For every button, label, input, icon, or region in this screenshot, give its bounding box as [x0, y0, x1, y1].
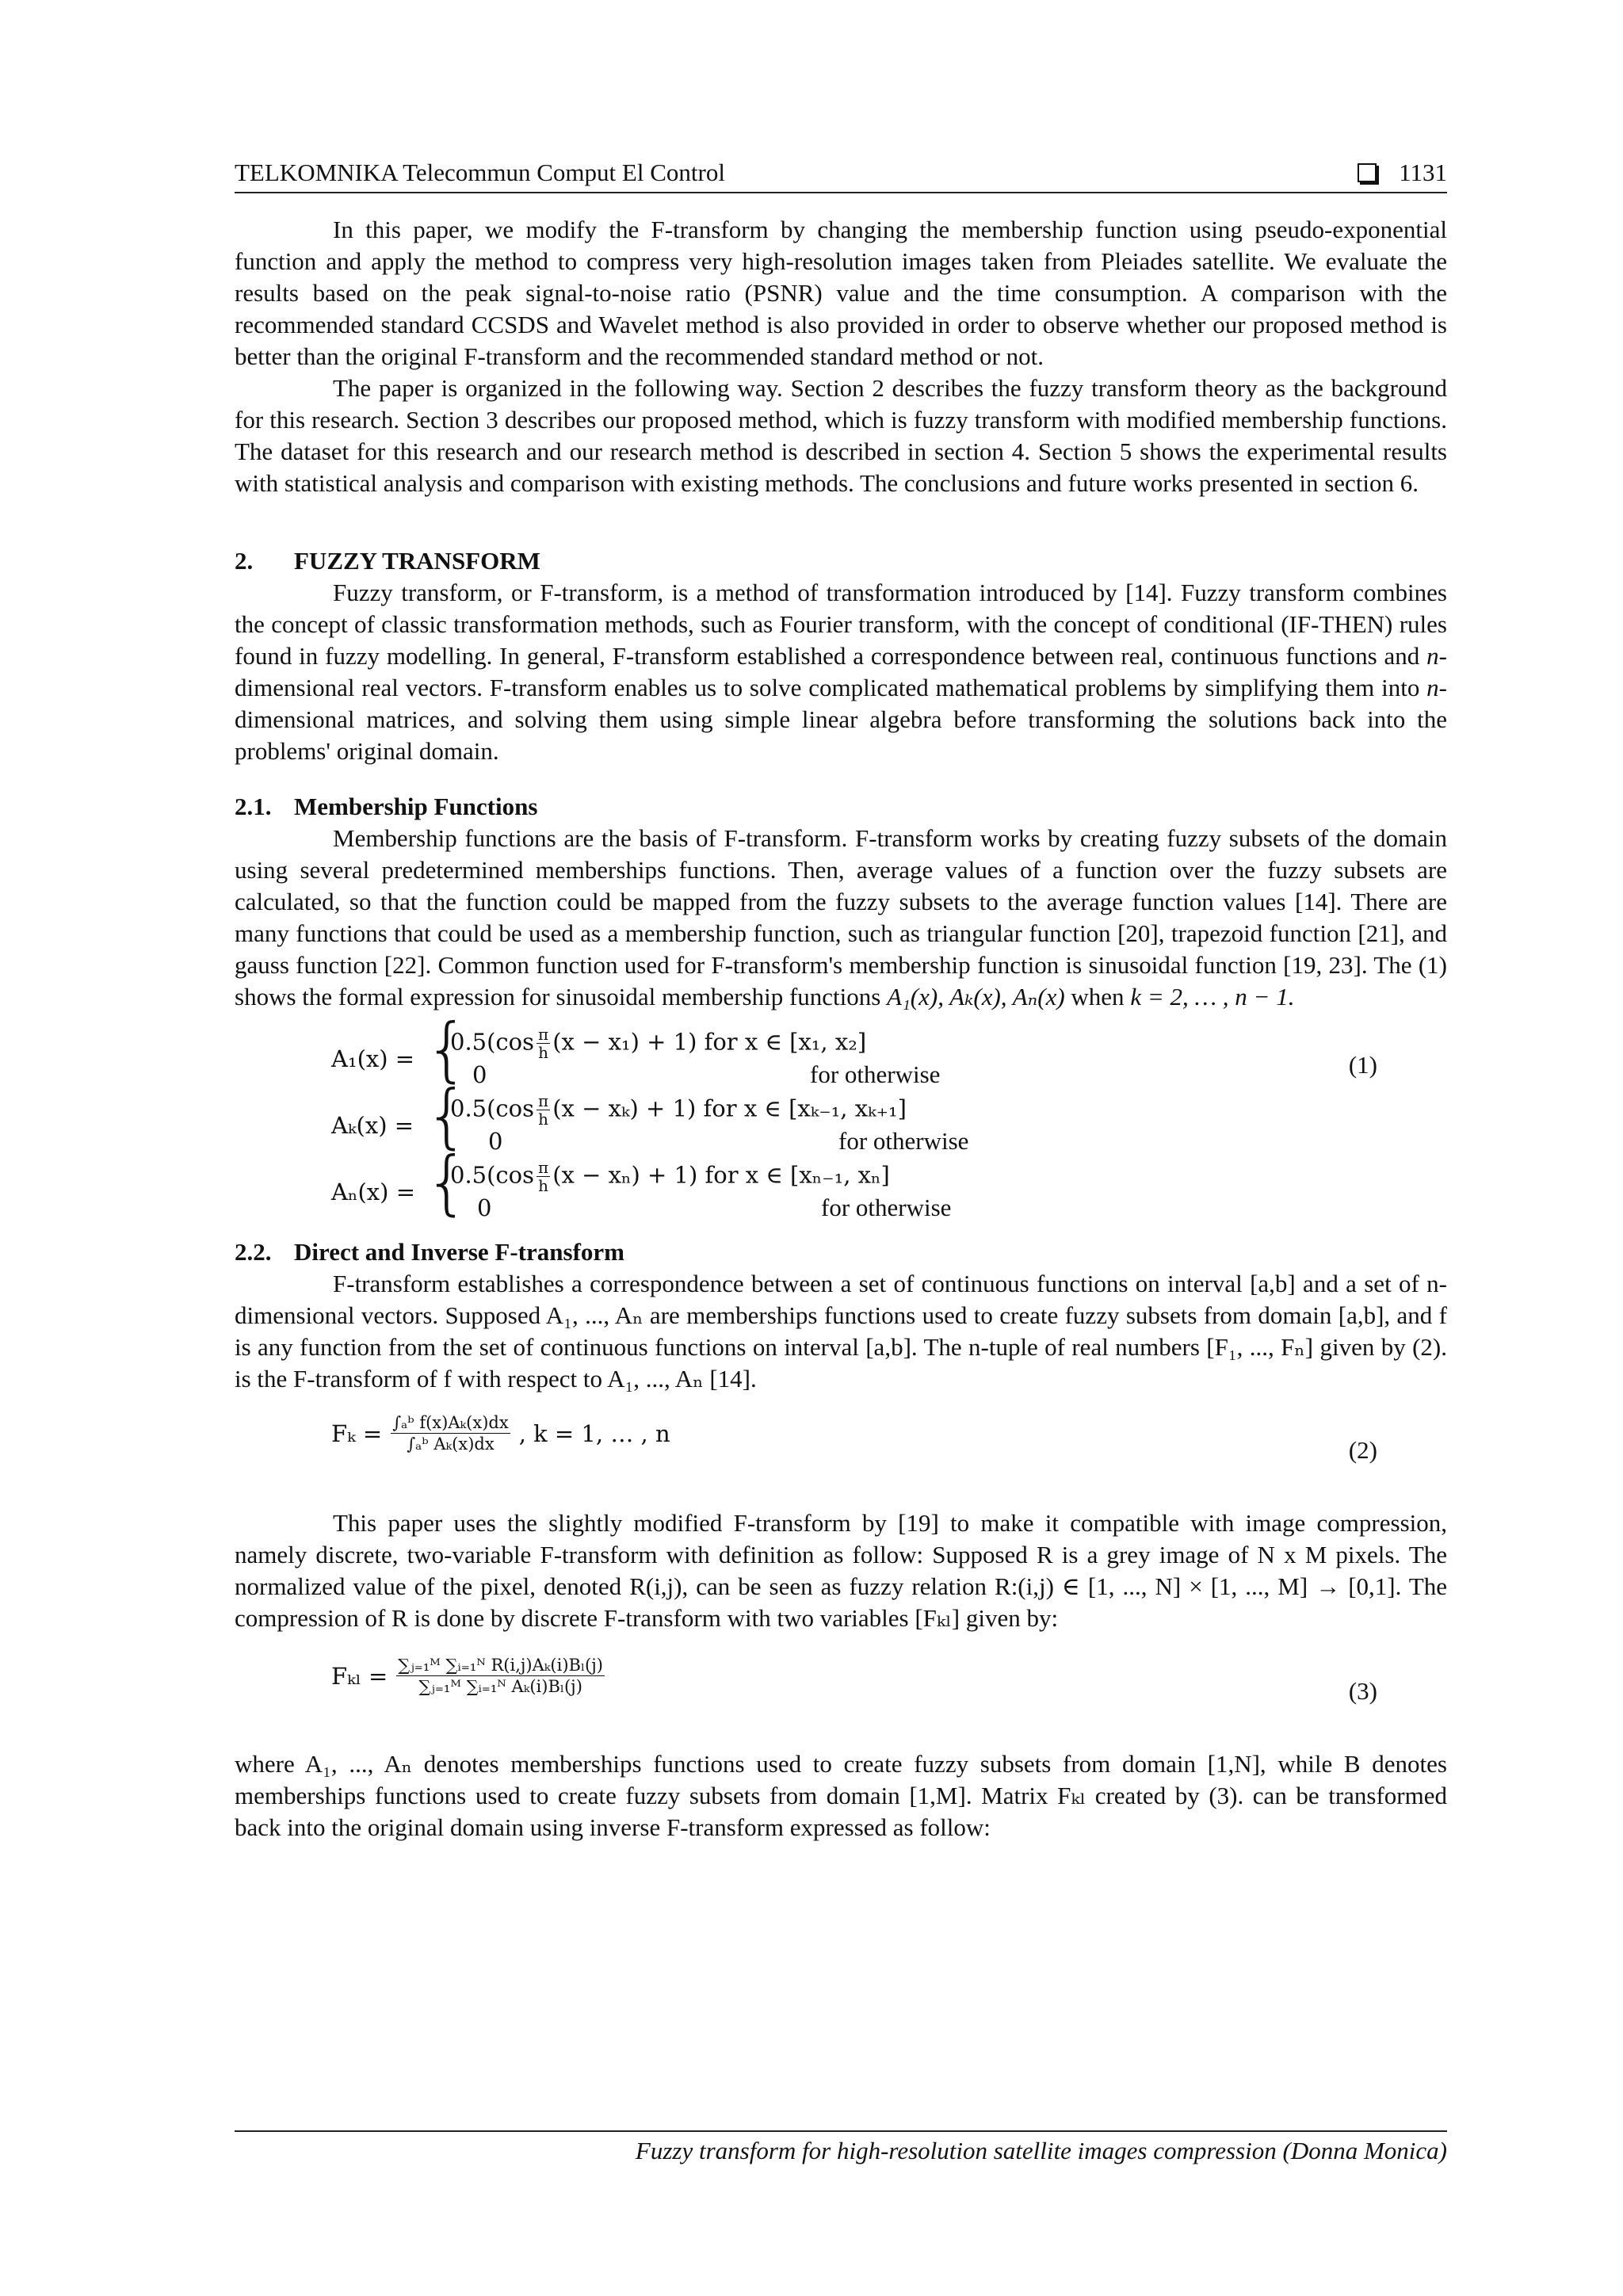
italic-n: n	[1426, 642, 1439, 670]
equation-lhs: Fₖ =	[331, 1419, 383, 1447]
equation-case-otherwise: for otherwise	[821, 1194, 952, 1221]
fraction-numerator: π	[538, 1091, 549, 1110]
equation-case-otherwise: for otherwise	[810, 1060, 941, 1088]
fraction-numerator: π	[538, 1158, 549, 1177]
membership-paragraph	[235, 823, 1447, 1013]
direct-inverse-paragraph: F-transform establishes a correspondence between a set of continuous functions on interval [a,b] and a set of n-dimensional vectors. Supposed A₁, ..., Aₙ are memberships functions used to create fuzzy subsets from domain [a,b], and f is any function from the set of continuous functions on interval [a,b]. The n-tuple of real numbers [F₁, ..., Fₙ] given by (2). is the F-transform of f with respect to A₁, ..., Aₙ [14].	[235, 1270, 1447, 1392]
inverse-transform-paragraph: where A₁, ..., Aₙ denotes memberships functions used to create fuzzy subsets from domain [1,N], while B denotes memberships functions used to create fuzzy subsets from domain [1,M]. Matrix Fₖₗ created by (3). can be transformed back into the original domain using inverse F-transform expressed as follow:	[235, 1750, 1447, 1841]
subsection-number: 2.1.	[235, 793, 272, 820]
equation-2-body	[331, 1412, 670, 1454]
italic-n: n	[1426, 674, 1439, 701]
subsection-number: 2.2.	[235, 1238, 272, 1266]
equation-lhs: Aₖ(x) =	[331, 1112, 414, 1139]
square-bullet-icon	[1358, 163, 1377, 182]
fraction-denominator: h	[538, 1176, 549, 1195]
equation-rest: , k = 1, … , n	[518, 1419, 670, 1447]
equation-1-row-ak	[331, 1075, 1361, 1156]
fraction-denominator: h	[538, 1043, 549, 1062]
subsection-title: Direct and Inverse F-transform	[294, 1238, 624, 1266]
equation-1-row-a1	[331, 1008, 1361, 1090]
discrete-transform-paragraph: This paper uses the slightly modified F-transform by [19] to make it compatible with image compression, namely discrete, two-variable F-transform with definition as follow: Supposed R is a grey image of N x M pixels. The normalized value of the pixel, denoted R(i,j), can be seen as fuzzy relation R:(i,j) ∈ [1, ..., N] × [1, ..., M] → [0,1]. The compression of R is done by discrete F-transform with two variables [Fₖₗ] given by:	[235, 1509, 1447, 1632]
math-run: (x − x₁) + 1) for x ∈ [x₁, x₂]	[552, 1028, 867, 1056]
equation-number: (2)	[1348, 1436, 1377, 1464]
left-brace-icon: {	[425, 1075, 469, 1156]
intro-paragraph-2: The paper is organized in the following way. Section 2 describes the fuzzy transform theory as the background for this research. Section 3 describes our proposed method, which is fuzzy transform with modified membership functions. The dataset for this research and our research method is described in section 4. Section 5 shows the experimental results with statistical analysis and comparison with existing methods. The conclusions and future works presented in section 6.	[235, 374, 1447, 497]
text-run: when	[1064, 983, 1131, 1010]
text-run: Membership functions are the basis of F-transform. F-transform works by creating fuzzy subsets of the domain using several predetermined memberships functions. Then, average values of a function over the fuzzy subsets are calculated, so that the function could be mapped from the fuzzy subsets to the average function values [14]. There are many functions that could be used as a membership function, such as triangular function [20], trapezoid function [21], and gauss function [22]. Common function used for F-transform's membership function is sinusoidal function [19, 23]. The (1) shows the formal expression for sinusoidal membership functions	[235, 824, 1447, 1010]
subsection-heading-2-1	[235, 791, 1447, 823]
equation-case-top	[450, 1159, 890, 1194]
section-title: FUZZY TRANSFORM	[294, 547, 540, 575]
left-brace-icon: {	[425, 1008, 469, 1090]
inline-math: k = 2, … , n − 1.	[1130, 983, 1295, 1010]
text-run: -dimensional matrices, and solving them using simple linear algebra before transforming the solutions back into the problems' original domain.	[235, 674, 1447, 765]
intro-paragraph-1: In this paper, we modify the F-transform by changing the membership function using pseudo-exponential function and apply the method to compress very high-resolution images taken from Pleiades satellite. We evaluate the results based on the peak signal-to-noise ratio (PSNR) value and the time consumption. A comparison with the recommended standard CCSDS and Wavelet method is also provided in order to observe whether our proposed method is better than the original F-transform and the recommended standard method or not.	[235, 216, 1447, 370]
equation-number: (1)	[1348, 1051, 1377, 1079]
integral-fraction	[391, 1412, 510, 1454]
equation-case-zero: 0	[472, 1061, 487, 1088]
fraction-numerator: ∑ⱼ₌₁ᴹ ∑ᵢ₌₁ᴺ R(i,j)Aₖ(i)Bₗ(j)	[398, 1656, 603, 1675]
math-run: 0.5(cos	[450, 1028, 535, 1056]
pi-over-h-fraction	[537, 1026, 550, 1061]
running-header	[235, 155, 1447, 193]
equation-3-body	[331, 1655, 607, 1697]
equation-number: (3)	[1348, 1677, 1377, 1705]
fraction-denominator: ∑ⱼ₌₁ᴹ ∑ᵢ₌₁ᴺ Aₖ(i)Bₗ(j)	[418, 1677, 582, 1696]
equation-case-top	[450, 1026, 866, 1061]
journal-title: TELKOMNIKA Telecommun Comput El Control	[235, 159, 725, 186]
page-body	[235, 214, 1447, 1843]
equation-3	[235, 1648, 1447, 1734]
equation-lhs: Fₖₗ =	[331, 1662, 388, 1690]
footer-citation: Fuzzy transform for high-resolution satellite images compression (Donna Monica)	[635, 2137, 1447, 2164]
text-run: Fuzzy transform, or F-transform, is a method of transformation introduced by [14]. Fuzzy transform combines the concept of classic transformation methods, such as Fourier transform, with the concept of conditional (IF-THEN) rules found in fuzzy modelling. In general, F-transform established a correspondence between real, continuous functions and	[235, 579, 1447, 670]
subsection-title: Membership Functions	[294, 793, 538, 820]
section-number: 2.	[235, 547, 254, 575]
sum-fraction	[396, 1655, 605, 1697]
math-run: (x − xₖ) + 1) for x ∈ [xₖ₋₁, xₖ₊₁]	[552, 1095, 907, 1122]
fraction-numerator: ∫ₐᵇ f(x)Aₖ(x)dx	[392, 1413, 509, 1432]
fraction-numerator: π	[538, 1025, 549, 1044]
math-run: 0.5(cos	[450, 1161, 535, 1189]
equation-2	[235, 1408, 1447, 1495]
equation-case-zero: 0	[488, 1128, 503, 1155]
page-number-group	[1358, 159, 1447, 187]
math-run: (x − xₙ) + 1) for x ∈ [xₙ₋₁, xₙ]	[552, 1161, 890, 1189]
equation-lhs: A₁(x) =	[331, 1045, 415, 1072]
equation-1	[235, 1008, 1447, 1223]
fraction-denominator: h	[538, 1110, 549, 1129]
math-run: 0.5(cos	[450, 1095, 535, 1122]
section-heading-2	[235, 545, 1447, 577]
equation-1-row-an	[331, 1141, 1361, 1223]
running-footer	[235, 2130, 1447, 2164]
pi-over-h-fraction	[537, 1159, 550, 1194]
page-number: 1131	[1399, 159, 1447, 186]
fraction-denominator: ∫ₐᵇ Aₖ(x)dx	[407, 1435, 495, 1454]
section-2-paragraph	[235, 577, 1447, 767]
left-brace-icon: {	[425, 1141, 469, 1223]
equation-lhs: Aₙ(x) =	[331, 1179, 415, 1205]
subsection-heading-2-2	[235, 1236, 1447, 1268]
inline-math: A₁(x), Aₖ(x), Aₙ(x)	[887, 983, 1065, 1010]
equation-case-otherwise: for otherwise	[838, 1127, 969, 1155]
pi-over-h-fraction	[537, 1092, 550, 1128]
equation-case-top	[450, 1092, 907, 1128]
text-run: -dimensional real vectors. F-transform enables us to solve complicated mathematical problems by simplifying them into	[235, 642, 1447, 701]
equation-case-zero: 0	[477, 1194, 492, 1221]
